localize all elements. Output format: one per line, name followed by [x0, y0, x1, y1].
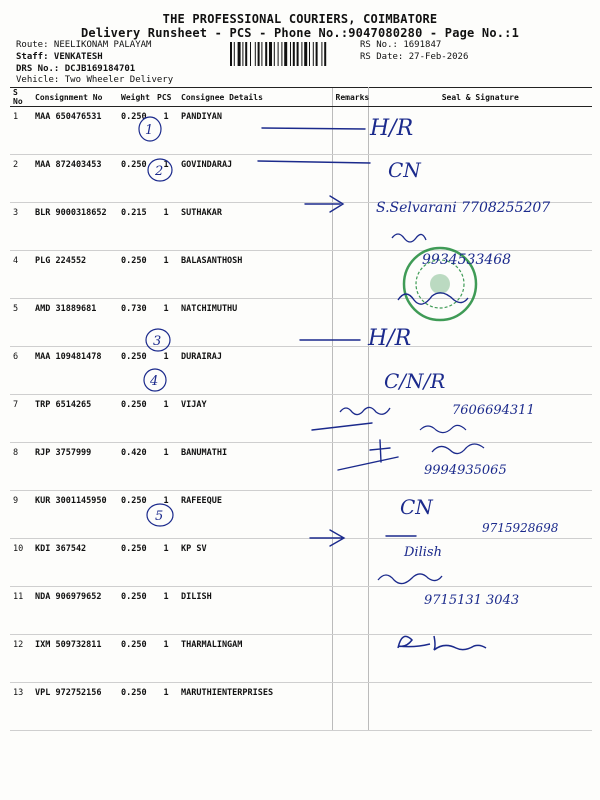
row-sno: 13: [10, 683, 32, 731]
route-label: Route: NEELIKONAM PALAYAM: [16, 40, 152, 50]
row-signature: [368, 251, 592, 299]
hw-r11-name: Dilish: [404, 545, 442, 560]
table-row: [10, 347, 592, 395]
row-consignment-no: MAA 872403453: [32, 155, 118, 203]
row-consignment-no: AMD 31889681: [32, 299, 118, 347]
row-remarks: [332, 683, 368, 731]
row-consignee: SUTHAKAR: [178, 203, 332, 251]
row-consignment-no: PLG 224552: [32, 251, 118, 299]
hw-r11: 9715928698: [482, 521, 559, 535]
circled-digit: 3: [153, 334, 162, 349]
col-weight: Weight: [118, 88, 154, 107]
row-signature: [368, 155, 592, 203]
row-signature: [368, 635, 592, 683]
row-pcs: 1: [154, 491, 178, 539]
table-row: [10, 443, 592, 491]
row-weight: 0.250: [118, 587, 154, 635]
table-header-row: [10, 88, 592, 107]
col-pcs: PCS: [154, 88, 178, 107]
table-row: [10, 155, 592, 203]
table-row: [10, 683, 592, 731]
drs-label: DRS No.: DCJB169184701: [16, 64, 136, 74]
hw-r12: 9715131 3043: [424, 593, 520, 608]
row-remarks: [332, 395, 368, 443]
row-consignee: VIJAY: [178, 395, 332, 443]
row-pcs: 1: [154, 299, 178, 347]
row-consignee: RAFEEQUE: [178, 491, 332, 539]
row-sno: 7: [10, 395, 32, 443]
row-remarks: [332, 587, 368, 635]
row-sno: 3: [10, 203, 32, 251]
hw-r9: 9994935065: [424, 463, 507, 478]
table-row: [10, 635, 592, 683]
circled-digit: 1: [145, 123, 154, 138]
row-signature: [368, 299, 592, 347]
row-consignee: THARMALINGAM: [178, 635, 332, 683]
row-pcs: 1: [154, 443, 178, 491]
col-signature: Seal & Signature: [368, 88, 592, 107]
table-row: [10, 395, 592, 443]
hw-r6: H/R: [368, 326, 412, 351]
table-row: [10, 203, 592, 251]
row-consignee: KP SV: [178, 539, 332, 587]
row-sno: 8: [10, 443, 32, 491]
row-pcs: 1: [154, 155, 178, 203]
row-consignment-no: RJP 3757999: [32, 443, 118, 491]
row-signature: [368, 683, 592, 731]
table-row: [10, 587, 592, 635]
row-consignment-no: VPL 972752156: [32, 683, 118, 731]
rs-date: RS Date: 27-Feb-2026: [360, 52, 469, 62]
col-remarks: Remarks: [332, 88, 368, 107]
table-row: [10, 491, 592, 539]
row-pcs: 1: [154, 251, 178, 299]
row-sno: 5: [10, 299, 32, 347]
row-weight: 0.250: [118, 251, 154, 299]
row-pcs: 1: [154, 347, 178, 395]
row-consignment-no: KDI 367542: [32, 539, 118, 587]
circled-digit: 2: [155, 164, 164, 179]
hw-r8: 7606694311: [452, 403, 535, 418]
row-pcs: 1: [154, 539, 178, 587]
row-consignment-no: KUR 3001145950: [32, 491, 118, 539]
row-remarks: [332, 155, 368, 203]
company-title: THE PROFESSIONAL COURIERS, COIMBATORE: [162, 12, 438, 26]
row-weight: 0.250: [118, 683, 154, 731]
row-consignment-no: NDA 906979652: [32, 587, 118, 635]
hw-r10: CN: [400, 495, 433, 519]
row-weight: 0.250: [118, 395, 154, 443]
row-weight: 0.215: [118, 203, 154, 251]
row-weight: 0.730: [118, 299, 154, 347]
row-signature: [368, 539, 592, 587]
row-sno: 12: [10, 635, 32, 683]
row-consignee: GOVINDARAJ: [178, 155, 332, 203]
barcode-graphic: [230, 42, 354, 66]
row-consignment-no: TRP 6514265: [32, 395, 118, 443]
staff-label: Staff: VENKATESH: [16, 52, 103, 62]
vehicle-label: Vehicle: Two Wheeler Delivery: [16, 75, 174, 85]
row-weight: 0.250: [118, 635, 154, 683]
col-sno: S No: [10, 88, 32, 107]
row-sno: 1: [10, 107, 32, 155]
row-consignment-no: MAA 109481478: [32, 347, 118, 395]
row-pcs: 1: [154, 587, 178, 635]
row-signature: [368, 491, 592, 539]
row-consignment-no: MAA 650476531: [32, 107, 118, 155]
row-weight: 0.250: [118, 491, 154, 539]
row-weight: 0.420: [118, 443, 154, 491]
table-row: [10, 299, 592, 347]
row-consignee: NATCHIMUTHU: [178, 299, 332, 347]
row-consignee: PANDIYAN: [178, 107, 332, 155]
hw-r1: H/R: [370, 116, 414, 141]
row-pcs: 1: [154, 635, 178, 683]
row-sno: 9: [10, 491, 32, 539]
runsheet-table: [10, 87, 592, 731]
hw-r7: C/N/R: [384, 369, 446, 393]
row-weight: 0.250: [118, 107, 154, 155]
row-consignment-no: IXM 509732811: [32, 635, 118, 683]
row-signature: [368, 443, 592, 491]
row-signature: [368, 587, 592, 635]
circled-digit: 4: [150, 374, 159, 389]
row-pcs: 1: [154, 203, 178, 251]
hw-r3: S.Selvarani 7708255207: [376, 200, 551, 216]
row-consignee: MARUTHIENTERPRISES: [178, 683, 332, 731]
rs-number: RS No.: 1691847: [360, 40, 442, 50]
row-pcs: 1: [154, 683, 178, 731]
row-remarks: [332, 299, 368, 347]
row-weight: 0.250: [118, 539, 154, 587]
row-sno: 2: [10, 155, 32, 203]
row-signature: [368, 395, 592, 443]
row-remarks: [332, 203, 368, 251]
row-sno: 4: [10, 251, 32, 299]
row-remarks: [332, 443, 368, 491]
row-weight: 0.250: [118, 347, 154, 395]
row-remarks: [332, 347, 368, 395]
row-consignee: DURAIRAJ: [178, 347, 332, 395]
row-signature: [368, 107, 592, 155]
row-remarks: [332, 251, 368, 299]
table-row: [10, 251, 592, 299]
runsheet-subtitle: Delivery Runsheet - PCS - Phone No.:9047080280 - Page No.:1: [80, 26, 520, 40]
table-row: [10, 107, 592, 155]
col-consignee: Consignee Details: [178, 88, 332, 107]
row-sno: 11: [10, 587, 32, 635]
row-remarks: [332, 539, 368, 587]
hw-r4: 9934533468: [422, 252, 512, 268]
row-sno: 6: [10, 347, 32, 395]
row-remarks: [332, 635, 368, 683]
table-row: [10, 539, 592, 587]
row-sno: 10: [10, 539, 32, 587]
row-pcs: 1: [154, 395, 178, 443]
row-consignment-no: BLR 9000318652: [32, 203, 118, 251]
row-consignee: BANUMATHI: [178, 443, 332, 491]
row-consignee: DILISH: [178, 587, 332, 635]
row-remarks: [332, 107, 368, 155]
row-remarks: [332, 491, 368, 539]
col-consignment: Consignment No: [32, 88, 118, 107]
circled-digit: 5: [155, 509, 164, 524]
row-consignee: BALASANTHOSH: [178, 251, 332, 299]
hw-r2: CN: [388, 158, 421, 182]
row-pcs: 1: [154, 107, 178, 155]
row-signature: [368, 347, 592, 395]
row-signature: [368, 203, 592, 251]
row-weight: 0.250: [118, 155, 154, 203]
